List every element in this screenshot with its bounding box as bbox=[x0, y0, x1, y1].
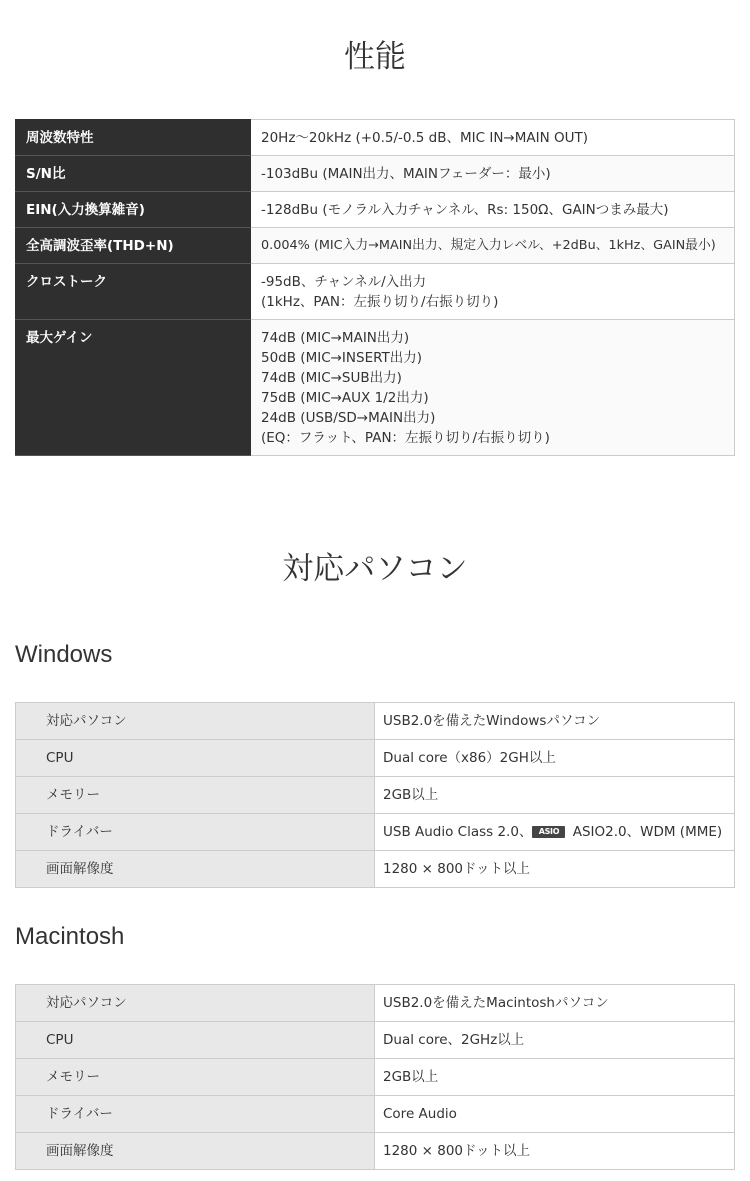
windows-table bbox=[15, 702, 735, 888]
spec-key: S/N比 bbox=[16, 156, 251, 192]
req-key: CPU bbox=[16, 1022, 375, 1059]
spec-value-line: -103dBu (MAIN出力、MAINフェーダー：最小) bbox=[261, 166, 551, 182]
req-key: 画面解像度 bbox=[16, 851, 375, 888]
req-value: Dual core、2GHz以上 bbox=[375, 1022, 735, 1059]
spec-value-line: -128dBu (モノラル入力チャンネル、Rs: 150Ω、GAINつまみ最大) bbox=[261, 202, 669, 218]
table-row bbox=[16, 777, 735, 814]
table-row bbox=[16, 156, 735, 192]
mac-table bbox=[15, 984, 735, 1170]
table-row bbox=[16, 814, 735, 851]
req-key: CPU bbox=[16, 740, 375, 777]
req-value: USB2.0を備えたMacintoshパソコン bbox=[375, 985, 735, 1022]
table-row bbox=[16, 120, 735, 156]
spec-value-line: -95dB、チャンネル/入出力 bbox=[261, 274, 427, 290]
req-value: USB2.0を備えたWindowsパソコン bbox=[375, 703, 735, 740]
spec-value-line: 74dB (MIC→MAIN出力) bbox=[261, 330, 410, 346]
table-row bbox=[16, 985, 735, 1022]
spec-value bbox=[251, 320, 735, 456]
spec-value bbox=[251, 120, 735, 156]
table-row bbox=[16, 740, 735, 777]
spec-value-line: 50dB (MIC→INSERT出力) bbox=[261, 350, 423, 366]
table-row bbox=[16, 192, 735, 228]
table-row bbox=[16, 1096, 735, 1133]
table-row bbox=[16, 1022, 735, 1059]
spec-value-line: 75dB (MIC→AUX 1/2出力) bbox=[261, 390, 429, 406]
mac-title: Macintosh bbox=[15, 923, 125, 950]
table-row bbox=[16, 320, 735, 456]
spec-key: クロストーク bbox=[16, 264, 251, 320]
spec-value-line: 20Hz〜20kHz (+0.5/-0.5 dB、MIC IN→MAIN OUT) bbox=[261, 130, 589, 146]
spec-value bbox=[251, 264, 735, 320]
req-key: ドライバー bbox=[16, 814, 375, 851]
spec-value-line: (1kHz、PAN：左振り切り/右振り切り) bbox=[261, 294, 499, 310]
req-value: 1280 × 800ドット以上 bbox=[375, 1133, 735, 1170]
req-key: メモリー bbox=[16, 1059, 375, 1096]
req-value: Core Audio bbox=[375, 1096, 735, 1133]
req-key: 画面解像度 bbox=[16, 1133, 375, 1170]
req-key: 対応パソコン bbox=[16, 985, 375, 1022]
spec-key: 全高調波歪率(THD+N) bbox=[16, 228, 251, 264]
table-row bbox=[16, 264, 735, 320]
spec-key: 周波数特性 bbox=[16, 120, 251, 156]
spec-value bbox=[251, 156, 735, 192]
spec-value bbox=[251, 192, 735, 228]
req-value bbox=[375, 814, 735, 851]
asio-logo-icon: ASIO bbox=[532, 826, 565, 838]
req-value: 2GB以上 bbox=[375, 1059, 735, 1096]
spec-value-line: 74dB (MIC→SUB出力) bbox=[261, 370, 402, 386]
table-row bbox=[16, 703, 735, 740]
spec-value-line: 0.004% (MIC入力→MAIN出力、規定入力レベル、+2dBu、1kHz、GAIN最小) bbox=[261, 238, 716, 253]
performance-table bbox=[15, 119, 735, 456]
driver-text: USB Audio Class 2.0、 bbox=[383, 824, 533, 840]
req-key: ドライバー bbox=[16, 1096, 375, 1133]
table-row bbox=[16, 228, 735, 264]
pc-title: 対応パソコン bbox=[282, 551, 468, 587]
windows-title: Windows bbox=[15, 641, 113, 668]
spec-value-line: 24dB (USB/SD→MAIN出力) bbox=[261, 410, 436, 426]
req-value: Dual core（x86）2GH以上 bbox=[375, 740, 735, 777]
req-value: 1280 × 800ドット以上 bbox=[375, 851, 735, 888]
table-row bbox=[16, 1133, 735, 1170]
spec-value bbox=[251, 228, 735, 264]
spec-key: EIN(入力換算雑音) bbox=[16, 192, 251, 228]
req-key: 対応パソコン bbox=[16, 703, 375, 740]
driver-text: ASIO2.0、WDM (MME) bbox=[568, 824, 723, 840]
table-row bbox=[16, 1059, 735, 1096]
table-row bbox=[16, 851, 735, 888]
spec-value-line: (EQ：フラット、PAN：左振り切り/右振り切り) bbox=[261, 430, 550, 446]
req-value: 2GB以上 bbox=[375, 777, 735, 814]
spec-key: 最大ゲイン bbox=[16, 320, 251, 456]
req-key: メモリー bbox=[16, 777, 375, 814]
performance-title: 性能 bbox=[344, 39, 406, 75]
